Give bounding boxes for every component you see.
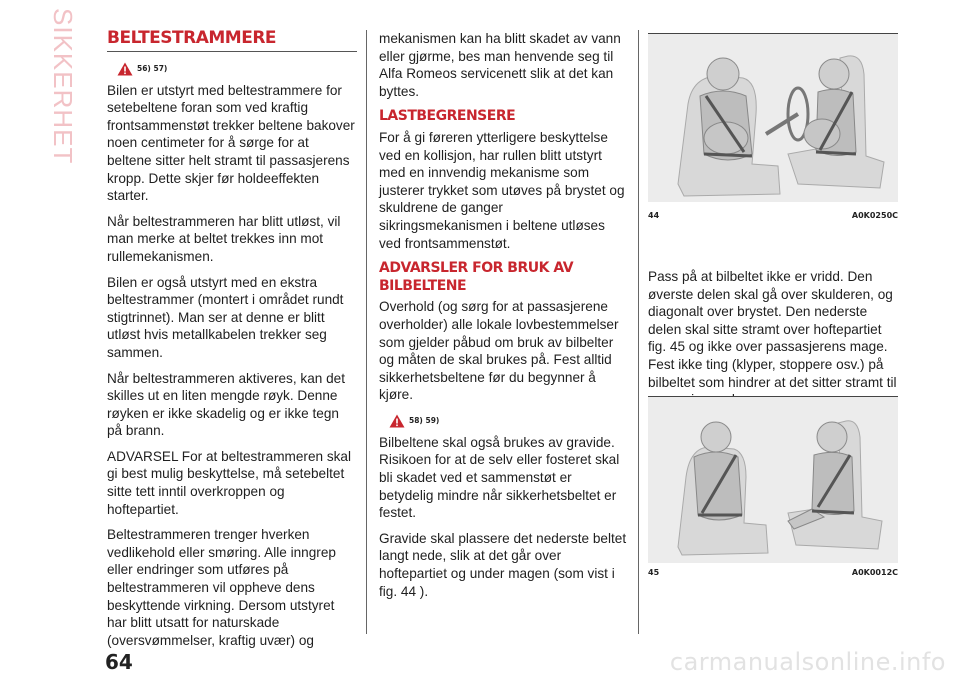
- figure-caption: [648, 211, 898, 220]
- warning-ref-text: 56) 57): [137, 63, 168, 73]
- paragraph: Når beltestrammeren har blitt utløst, vil man merke at beltet trekkes inn mot rullemekanismen.: [107, 213, 341, 264]
- figure-caption: [648, 568, 898, 577]
- figure-44: [648, 33, 898, 202]
- paragraph: ADVARSEL For at beltestrammeren skal gi best mulig beskyttelse, må setebeltet sitte tett inntil overkroppen og hoftepartiet.: [107, 448, 352, 517]
- column-divider: [638, 30, 639, 634]
- figure-number: 45: [648, 568, 660, 577]
- figure-code: A0K0012C: [851, 568, 898, 577]
- paragraph: Bilen er også utstyrt med en ekstra beltestrammer (montert i området rundt stigtrinnet). Man ser at denne er blitt utløst hvis metallkabelen trekker seg sammen.: [107, 274, 344, 360]
- column-3: [648, 268, 898, 417]
- paragraph: mekanismen kan ha blitt skadet av vann eller gjørme, bes man henvende seg til Alfa Romeos servicenett slik at det kan byttes.: [379, 31, 621, 99]
- side-section-label: [50, 8, 76, 228]
- paragraph: For å gi føreren ytterligere beskyttelse ved en kollisjon, har rullen blitt utstyrt med en innvendig mekanisme som justerer trykket som utøves på brystet og skuldrene de ganger sikringsmekanismen i beltene utløses ved frontsammenstøt.: [379, 129, 625, 251]
- figure-code: A0K0250C: [851, 211, 898, 220]
- figure-45: [648, 396, 898, 563]
- paragraph: Overhold (og sørg for at passasjerene overholder) alle lokale lovbestemmelser som gjelder påbud om bruk av bilbelter og måten de skal brukes på. Fest alltid sikkerhetsbeltene før du begynner å kjøre.: [379, 299, 619, 403]
- page-number: 64: [105, 650, 133, 674]
- subsection-title: ADVARSLER FOR BRUK AV BILBELTENE: [379, 260, 574, 294]
- subsection-title: LASTBEGRENSERE: [379, 108, 516, 125]
- figure-number: 44: [648, 211, 660, 220]
- paragraph: Pass på at bilbeltet ikke er vridd. Den øverste delen skal gå over skulderen, og diagonalt over brystet. Den nederste delen skal sitte stramt over hoftepartiet fig. 45 og ikke over passasjerens mage. Fest ikke ting (klyper, stoppere osv.) på bilbeltet som hindrer at det sitter stramt til: [648, 269, 897, 390]
- column-divider: [366, 30, 367, 634]
- warning-triangle-icon: [389, 414, 405, 428]
- column-2: [379, 30, 629, 608]
- paragraph: Beltestrammeren trenger hverken vedlikehold eller smøring. Alle inngrep eller endringer som utføres på beltestrammeren vil oppheve dens beskyttende virkning. Dersom utstyret har blitt utsatt for naturskade (oversvømmelser, kraftig uvær) og: [107, 527, 336, 648]
- paragraph: Bilbeltene skal også brukes av gravide. Risikoen for at de selv eller fosteret skal bli skadet ved et sammenstøt er betydelig mindre når sikkerhetsbeltet er festet.: [379, 434, 620, 521]
- belted-occupants-illustration: [648, 397, 898, 563]
- column-1: [107, 30, 357, 657]
- side-section-label-text: SIKKERHET: [48, 8, 78, 165]
- paragraph: Bilen er utstyrt med beltestrammere for setebeltene foran som ved kraftig frontsammenstøt trekker beltene bakover noen centimeter for å sørge for at beltene sitter helt stramt til passasjerens kropp. Dette skjer før holdeeffekten starter.: [107, 82, 355, 204]
- warning-reference: [389, 412, 629, 430]
- paragraph: Når beltestrammeren aktiveres, kan det skilles ut en liten mengde røyk. Denne røyken er ikke skadelig og er ikke tegn på brann.: [107, 370, 345, 439]
- paragraph: Gravide skal plassere det nederste beltet langt nede, slik at det går over hoftepartiet og under magen (som vist i fig. 44 ).: [379, 530, 627, 599]
- pregnant-passenger-illustration: [648, 34, 898, 202]
- warning-reference: [117, 60, 357, 78]
- warning-triangle-icon: [117, 62, 133, 76]
- warning-ref-text: 58) 59): [409, 416, 440, 426]
- watermark: carmanualsonline.info: [669, 648, 946, 676]
- section-title: BELTESTRAMMERE: [107, 30, 357, 52]
